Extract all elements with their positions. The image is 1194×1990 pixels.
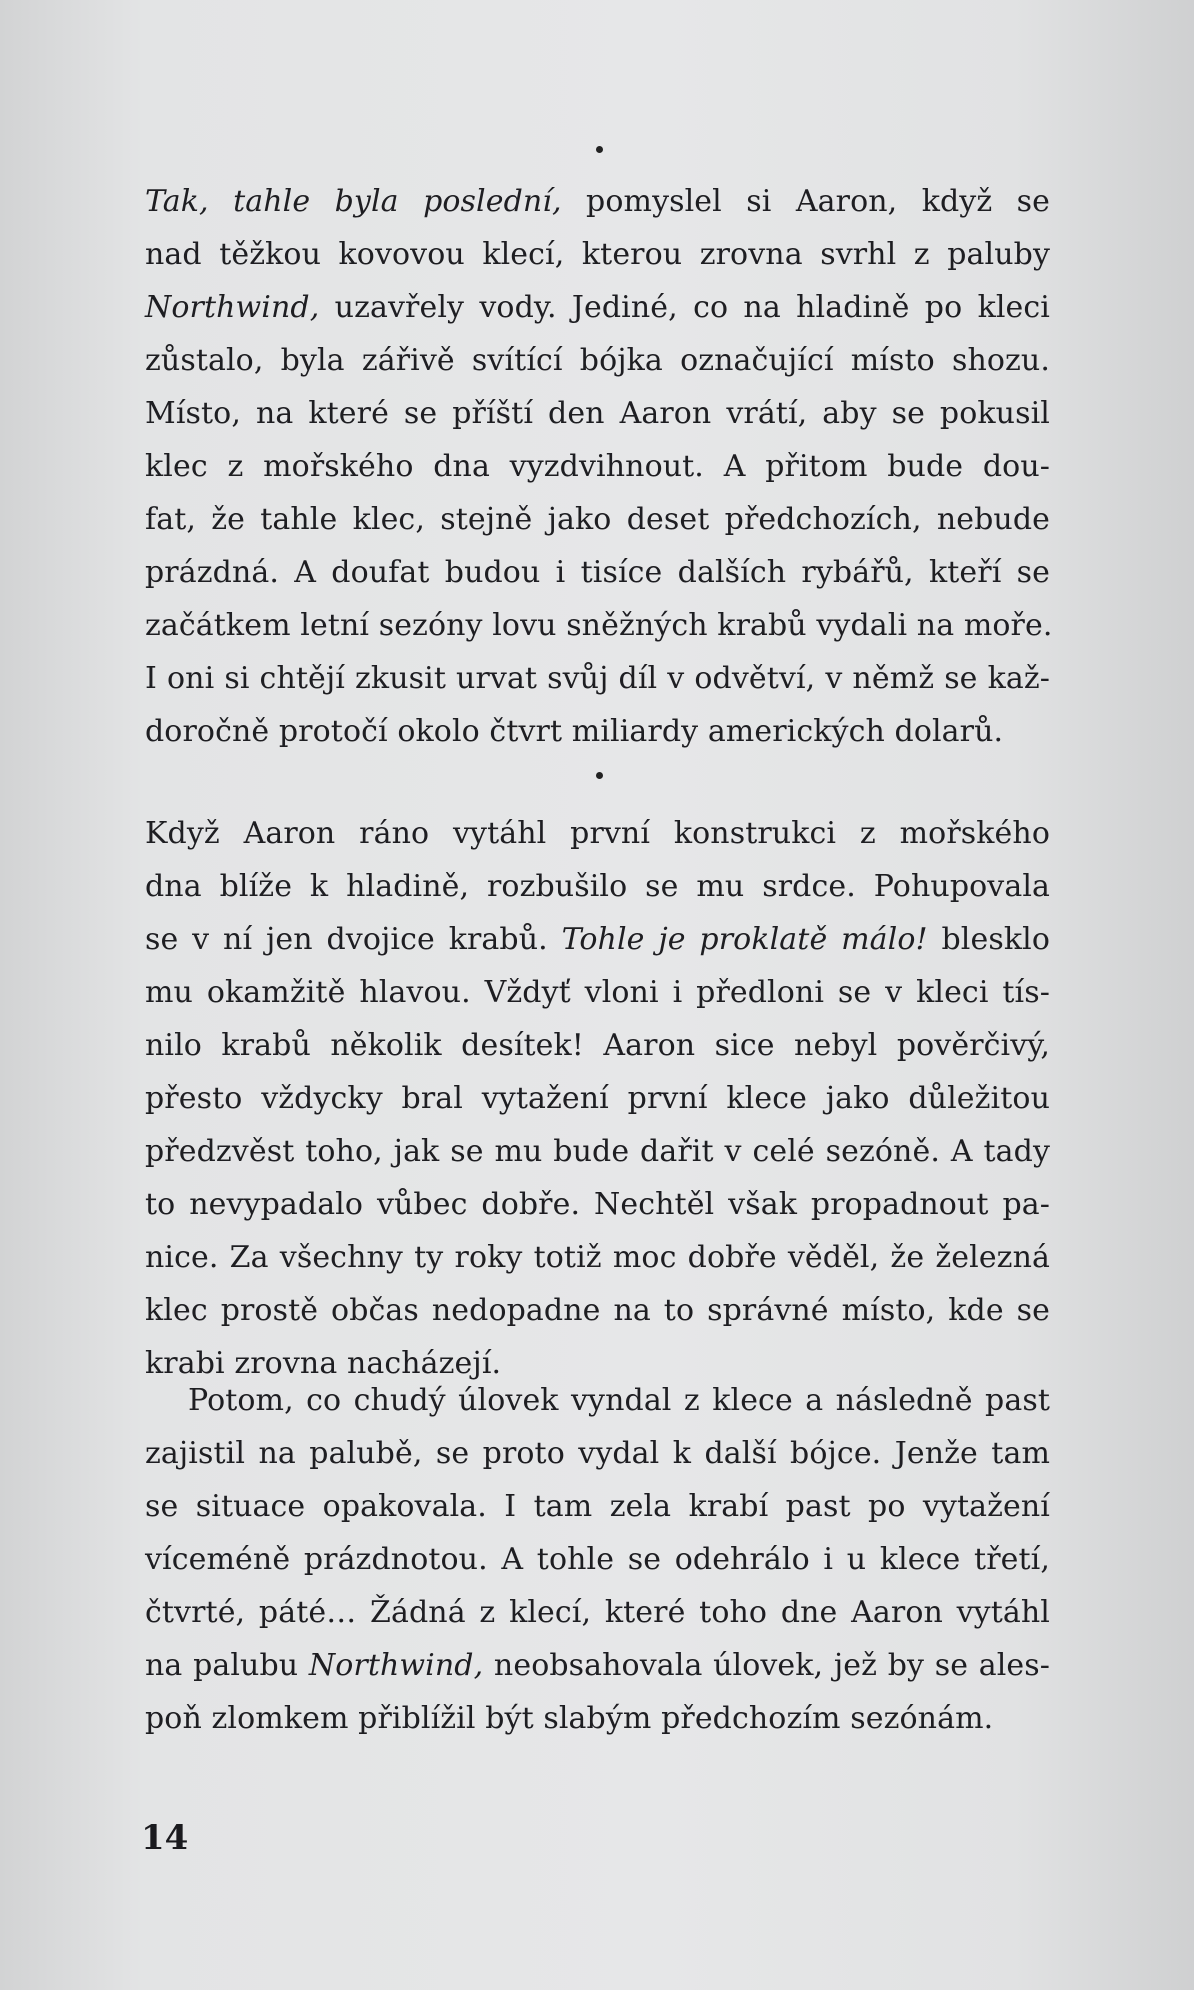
text-span: víceméně prázdnotou. A tohle se odehrálo i u klece třetí, — [145, 1542, 1050, 1577]
text-span: čtvrté, páté… Žádná z klecí, které toho dne Aaron vytáhl — [145, 1595, 1050, 1630]
text-span: Místo, na které se příští den Aaron vrátí, aby se pokusil — [145, 396, 1050, 431]
text-line — [145, 493, 1050, 546]
italic-text: Tak, tahle byla poslední, — [145, 184, 562, 219]
text-line — [145, 228, 1050, 281]
text-span: začátkem letní sezóny lovu sněžných krabů vydali na moře. — [145, 608, 1053, 643]
text-span: neobsahovala úlovek, jež by se ales- — [483, 1648, 1050, 1683]
text-line — [145, 705, 1050, 758]
text-span: nice. Za všechny ty roky totiž moc dobře věděl, že železná — [145, 1240, 1050, 1275]
text-line — [145, 860, 1050, 913]
text-line — [145, 175, 1050, 228]
text-line — [145, 913, 1050, 966]
text-span: uzavřely vody. Jediné, co na hladině po kleci — [319, 290, 1050, 325]
text-line — [145, 1533, 1050, 1586]
text-span: klec prostě občas nedopadne na to správné místo, kde se — [145, 1293, 1050, 1328]
text-span: Když Aaron ráno vytáhl první konstrukci z mořského — [145, 816, 1050, 851]
text-span: nilo krabů několik desítek! Aaron sice nebyl pověrčivý, — [145, 1028, 1050, 1063]
text-line — [145, 1639, 1050, 1692]
text-line — [145, 1019, 1050, 1072]
text-line — [145, 1125, 1050, 1178]
text-line — [145, 807, 1050, 860]
text-span: přesto vždycky bral vytažení první klece jako důležitou — [145, 1081, 1050, 1116]
paragraph-1 — [145, 175, 1053, 758]
paragraph-3 — [145, 1374, 1050, 1745]
text-line — [145, 652, 1050, 705]
text-line — [145, 1231, 1050, 1284]
text-span: předzvěst toho, jak se mu bude dařit v celé sezóně. A tady — [145, 1134, 1050, 1169]
text-line — [145, 1586, 1050, 1639]
italic-text: Northwind, — [145, 290, 320, 325]
text-line — [145, 1072, 1050, 1125]
text-line — [145, 1692, 1050, 1745]
text-line — [145, 546, 1050, 599]
text-line — [145, 599, 1053, 652]
text-span: doročně protočí okolo čtvrt miliardy amerických dolarů. — [145, 714, 1004, 749]
text-line — [145, 281, 1050, 334]
text-span: na palubu — [145, 1648, 309, 1683]
page-number: 14 — [141, 1818, 189, 1858]
text-span: mu okamžitě hlavou. Vždyť vloni i předloni se v kleci tís- — [145, 975, 1050, 1010]
text-span: zůstalo, byla zářivě svítící bójka označující místo shozu. — [145, 343, 1050, 378]
text-line — [145, 1178, 1050, 1231]
text-span: se v ní jen dvojice krabů. — [145, 922, 562, 957]
text-span: krabi zrovna nacházejí. — [145, 1346, 502, 1381]
text-span: klec z mořského dna vyzdvihnout. A přitom bude dou- — [145, 449, 1050, 484]
text-span: zajistil na palubě, se proto vydal k další bójce. Jenže tam — [145, 1436, 1050, 1471]
section-break-dot — [596, 146, 603, 153]
text-span: poň zlomkem přiblížil být slabým předchozím sezónám. — [145, 1701, 994, 1736]
text-line — [145, 1374, 1050, 1427]
text-span: pomyslel si Aaron, když se — [561, 184, 1050, 219]
text-span: dna blíže k hladině, rozbušilo se mu srdce. Pohupovala — [145, 869, 1050, 904]
text-span: fat, že tahle klec, stejně jako deset předchozích, nebude — [145, 502, 1050, 537]
text-span: blesklo — [927, 922, 1050, 957]
text-line — [145, 966, 1050, 1019]
italic-text: Northwind, — [308, 1648, 484, 1683]
paragraph-2 — [145, 807, 1050, 1390]
section-break-dot — [596, 772, 603, 779]
text-span: I oni si chtějí zkusit urvat svůj díl v odvětví, v němž se kaž- — [145, 661, 1050, 696]
text-span: Potom, co chudý úlovek vyndal z klece a následně past — [188, 1383, 1050, 1418]
text-line — [145, 334, 1050, 387]
text-span: prázdná. A doufat budou i tisíce dalších rybářů, kteří se — [145, 555, 1050, 590]
text-span: nad těžkou kovovou klecí, kterou zrovna svrhl z paluby — [145, 237, 1050, 272]
text-span: se situace opakovala. I tam zela krabí past po vytažení — [145, 1489, 1050, 1524]
text-span: to nevypadalo vůbec dobře. Nechtěl však propadnout pa- — [145, 1187, 1050, 1222]
text-line — [145, 387, 1050, 440]
text-line — [145, 1427, 1050, 1480]
text-line — [145, 440, 1050, 493]
text-line — [145, 1480, 1050, 1533]
text-line — [145, 1284, 1050, 1337]
italic-text: Tohle je proklatě málo! — [561, 922, 928, 957]
